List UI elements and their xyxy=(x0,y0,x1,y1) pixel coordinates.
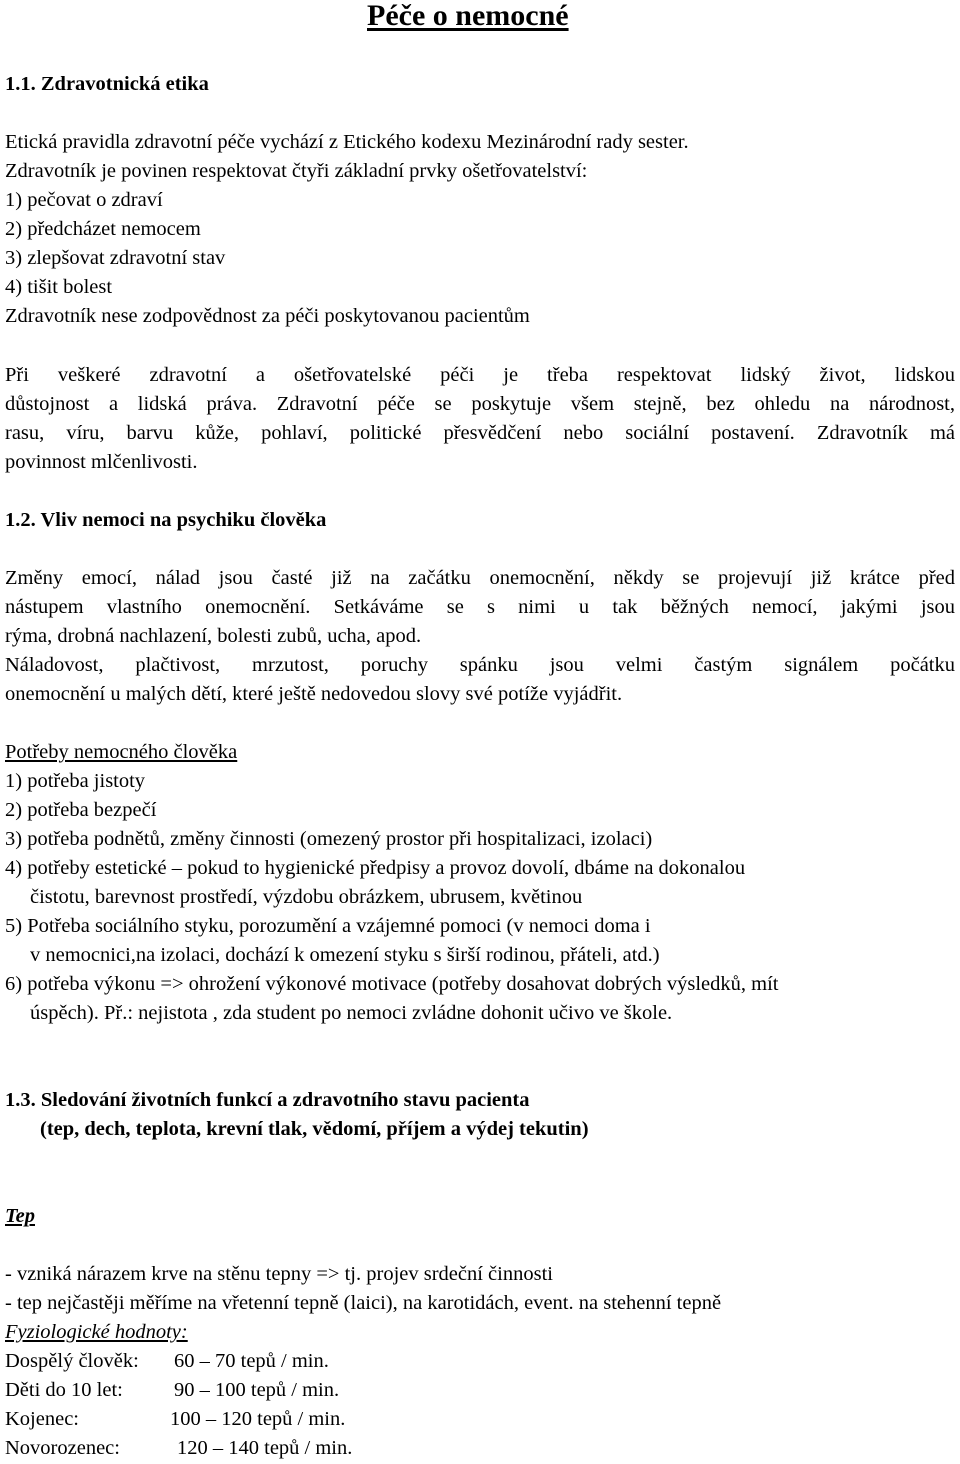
section-1-heading: 1.1. Zdravotnická etika xyxy=(5,73,209,95)
vital-value: 90 – 100 tepů / min. xyxy=(174,1379,340,1401)
physio-heading: Fyziologické hodnoty: xyxy=(5,1321,188,1343)
list-item: 1) potřeba jistoty xyxy=(5,770,146,792)
vital-row xyxy=(5,1434,955,1463)
list-item: 4) tišit bolest xyxy=(5,276,113,298)
vital-value: 120 – 140 tepů / min. xyxy=(177,1437,353,1459)
text-line: onemocnění u malých dětí, které ještě nedovedou slovy své potíže vyjádřit. xyxy=(5,683,623,705)
list-item: 4) potřeby estetické – pokud to hygienické předpisy a provoz dovolí, dbáme na dokonalou xyxy=(5,857,746,879)
list-item: 5) Potřeba sociálního styku, porozumění a vzájemné pomoci (v nemoci doma i xyxy=(5,915,651,937)
section-2-paragraph-2 xyxy=(5,651,955,709)
vital-row xyxy=(5,1376,955,1405)
section-3-heading: 1.3. Sledování životních funkcí a zdravotního stavu pacienta (tep, dech, teplota, krevní tlak, vědomí, příjem a výdej tekutin) xyxy=(5,1089,589,1140)
text-line: povinnost mlčenlivosti. xyxy=(5,451,198,473)
text-line: Etická pravidla zdravotní péče vychází z Etického kodexu Mezinárodní rady sester. xyxy=(5,131,689,153)
text-line: nástupem vlastního onemocnění. Setkáváme se s nimi u tak běžných nemocí, jakými jsou xyxy=(5,596,955,618)
vital-label: Děti do 10 let: xyxy=(5,1379,123,1401)
text-line: Zdravotník nese zodpovědnost za péči poskytovanou pacientům xyxy=(5,305,530,327)
text-line: Změny emocí, nálad jsou časté již na začátku onemocnění, někdy se projevují již krátce před xyxy=(5,567,955,589)
tep-heading: Tep xyxy=(5,1205,35,1227)
list-item-continuation: v nemocnici,na izolaci, dochází k omezení styku s širší rodinou, přáteli, atd.) xyxy=(30,944,660,966)
text-line: rasu, víru, barvu kůže, pohlaví, politické přesvědčení nebo sociální postavení. Zdravotník má xyxy=(5,422,955,444)
text-line: Zdravotník je povinen respektovat čtyři základní prvky ošetřovatelství: xyxy=(5,160,588,182)
document-title: Péče o nemocné xyxy=(367,0,569,32)
vital-label: Novorozenec: xyxy=(5,1437,120,1459)
needs-heading: Potřeby nemocného člověka xyxy=(5,741,238,763)
vital-value: 60 – 70 tepů / min. xyxy=(174,1350,329,1372)
vital-label: Kojenec: xyxy=(5,1408,79,1430)
section-1-paragraph xyxy=(5,361,955,477)
list-item-continuation: čistotu, barevnost prostředí, výzdobu obrázkem, ubrusem, květinou xyxy=(30,886,583,908)
vital-row xyxy=(5,1347,955,1376)
section-1-intro xyxy=(5,128,955,331)
list-item: 3) potřeba podnětů, změny činnosti (omezený prostor při hospitalizaci, izolaci) xyxy=(5,828,653,850)
text-line: důstojnost a lidská práva. Zdravotní péče se poskytuje všem stejně, bez ohledu na národnost, xyxy=(5,393,955,415)
text-line: rýma, drobná nachlazení, bolesti zubů, ucha, apod. xyxy=(5,625,422,647)
bullet-line: - tep nejčastěji měříme na vřetenní tepně (laici), na karotidách, event. na stehenní tepně xyxy=(5,1292,722,1314)
list-item: 1) pečovat o zdraví xyxy=(5,189,163,211)
tep-section xyxy=(5,1260,955,1463)
list-item: 3) zlepšovat zdravotní stav xyxy=(5,247,226,269)
vital-label: Dospělý člověk: xyxy=(5,1350,139,1372)
list-item-continuation: úspěch). Př.: nejistota , zda student po nemoci zvládne dohonit učivo ve škole. xyxy=(30,1002,673,1024)
needs-list xyxy=(5,738,955,1028)
list-item: 2) předcházet nemocem xyxy=(5,218,201,240)
list-item: 2) potřeba bezpečí xyxy=(5,799,157,821)
vital-value: 100 – 120 tepů / min. xyxy=(170,1408,346,1430)
text-line: Náladovost, plačtivost, mrzutost, poruchy spánku jsou velmi častým signálem počátku xyxy=(5,654,955,676)
section-2-paragraph-1 xyxy=(5,564,955,651)
text-line: Při veškeré zdravotní a ošetřovatelské péči je třeba respektovat lidský život, lidskou xyxy=(5,364,955,386)
tep-heading-block xyxy=(5,1202,955,1231)
list-item: 6) potřeba výkonu => ohrožení výkonové motivace (potřeby dosahovat dobrých výsledků, mít xyxy=(5,973,779,995)
bullet-line: - vzniká nárazem krve na stěnu tepny => tj. projev srdeční činnosti xyxy=(5,1263,553,1285)
vital-row xyxy=(5,1405,955,1434)
section-2-heading: 1.2. Vliv nemoci na psychiku člověka xyxy=(5,509,327,531)
